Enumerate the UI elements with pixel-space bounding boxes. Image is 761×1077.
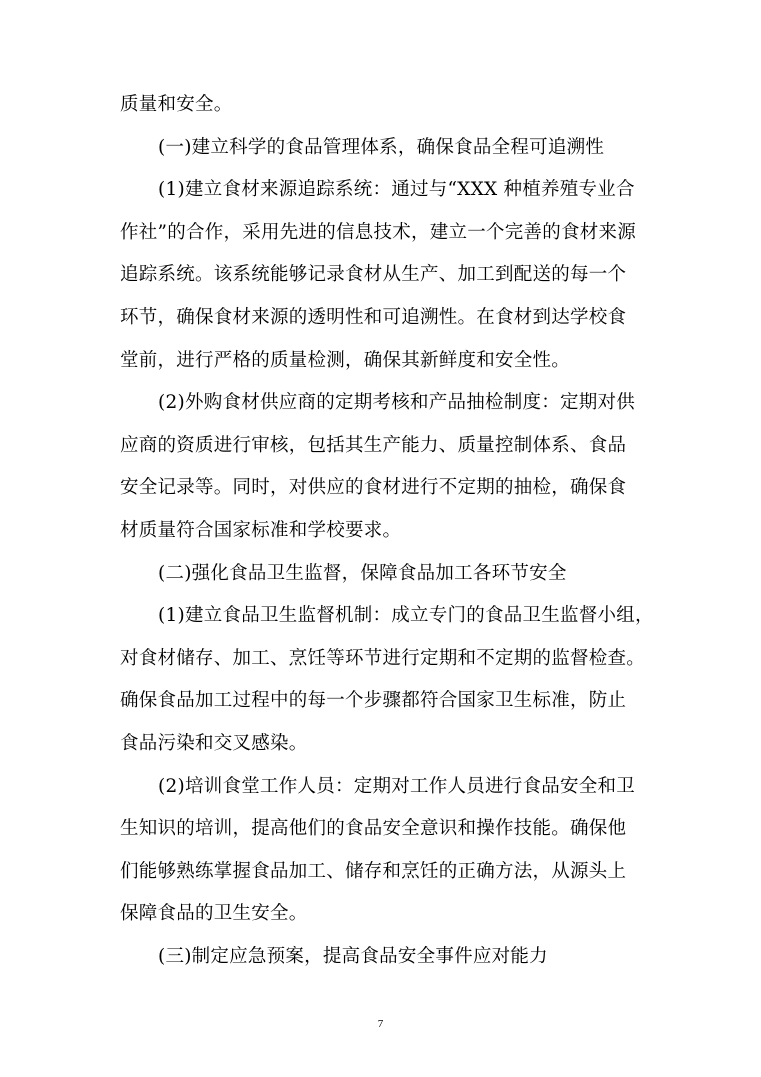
section-heading-2: (二)强化食品卫生监督，保障食品加工各环节安全	[158, 562, 567, 584]
paragraph-line: 材质量符合国家标准和学校要求。	[120, 519, 402, 541]
paragraph-line: 堂前，进行严格的质量检测，确保其新鲜度和安全性。	[120, 349, 571, 371]
paragraph-line: 环节，确保食材来源的透明性和可追溯性。在食材到达学校食	[120, 306, 627, 328]
paragraph-line: 追踪系统。该系统能够记录食材从生产、加工到配送的每一个	[120, 264, 627, 286]
paragraph-line: 确保食品加工过程中的每一个步骤都符合国家卫生标准，防止	[120, 690, 627, 712]
paragraph-line: (2)培训食堂工作人员：定期对工作人员进行食品安全和卫	[158, 775, 635, 797]
paragraph-line: 安全记录等。同时，对供应的食材进行不定期的抽检，确保食	[120, 477, 627, 499]
paragraph-line: 作社”的合作，采用先进的信息技术，建立一个完善的食材来源	[120, 221, 636, 243]
paragraph-line: 保障食品的卫生安全。	[120, 903, 308, 925]
section-heading-3: (三)制定应急预案，提高食品安全事件应对能力	[158, 945, 548, 967]
paragraph-line: (2)外购食材供应商的定期考核和产品抽检制度：定期对供	[158, 392, 635, 414]
paragraph-line: 生知识的培训，提高他们的食品安全意识和操作技能。确保他	[120, 818, 627, 840]
text-line: 质量和安全。	[120, 94, 233, 115]
paragraph-line: 们能够熟练掌握食品加工、储存和烹饪的正确方法，从源头上	[120, 860, 627, 882]
paragraph-line: (1)建立食品卫生监督机制：成立专门的食品卫生监督小组，	[158, 605, 654, 627]
paragraph-line: 对食材储存、加工、烹饪等环节进行定期和不定期的监督检查。	[120, 647, 646, 669]
section-heading-1: (一)建立科学的食品管理体系，确保食品全程可追溯性	[158, 136, 605, 158]
paragraph-line: (1)建立食材来源追踪系统：通过与“XXX 种植养殖专业合	[158, 179, 635, 201]
paragraph-line: 应商的资质进行审核，包括其生产能力、质量控制体系、食品	[120, 434, 627, 456]
page-number: 7	[377, 1018, 384, 1030]
body-text	[120, 84, 654, 978]
paragraph-line: 食品污染和交叉感染。	[120, 732, 308, 754]
